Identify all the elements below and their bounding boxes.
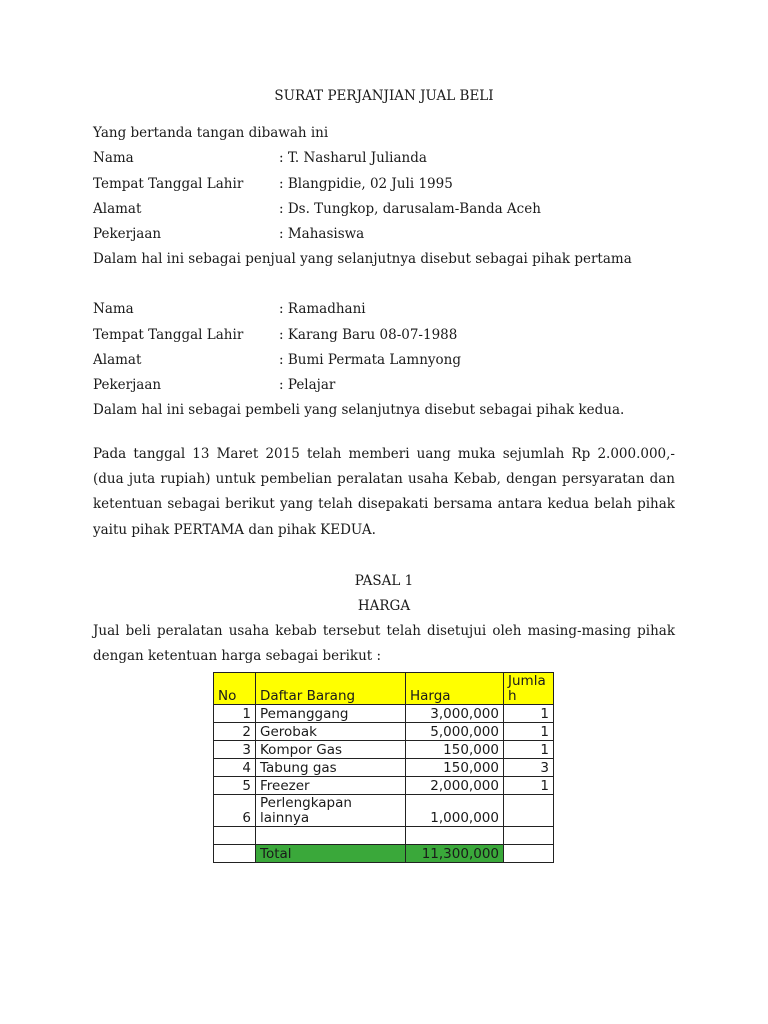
pasal-heading: HARGA: [357, 598, 411, 614]
table-header-row: [214, 673, 554, 705]
party2-birth-value: : Karang Baru 08-07-1988: [279, 327, 458, 343]
header-no: No: [214, 673, 256, 705]
party2-address-label: Alamat: [93, 352, 142, 368]
party2-birth-label: Tempat Tanggal Lahir: [93, 327, 244, 343]
party1-address-label: Alamat: [93, 201, 142, 217]
cell-no: 3: [214, 741, 256, 759]
cell-empty: [214, 827, 256, 845]
cell-no: 2: [214, 723, 256, 741]
cell-no: 1: [214, 705, 256, 723]
cell-item: Perlengkapan lainnya: [256, 795, 406, 827]
table-row: [214, 723, 554, 741]
table-row: [214, 705, 554, 723]
payment-paragraph: Pada tanggal 13 Maret 2015 telah memberi uang muka sejumlah Rp 2.000.000,- (dua juta rupiah) untuk pembelian peralatan usaha Kebab, dengan persyaratan dan ketentuan sebagai berikut yang telah disepakati bersama antara kedua belah pihak yaitu pihak PERTAMA dan pihak KEDUA.: [93, 446, 675, 538]
cell-qty: 3: [504, 759, 554, 777]
cell-empty: [406, 827, 504, 845]
party1-birth-label: Tempat Tanggal Lahir: [93, 176, 244, 192]
cell-item: Gerobak: [256, 723, 406, 741]
party1-birth-value: : Blangpidie, 02 Juli 1995: [279, 176, 453, 192]
cell-no: 4: [214, 759, 256, 777]
cell-no: 5: [214, 777, 256, 795]
cell-price: 1,000,000: [406, 795, 504, 827]
party2-address-value: : Bumi Permata Lamnyong: [279, 352, 461, 368]
document-title: SURAT PERJANJIAN JUAL BELI: [274, 88, 494, 104]
cell-qty: 1: [504, 705, 554, 723]
header-item: Daftar Barang: [256, 673, 406, 705]
cell-qty: [504, 795, 554, 827]
table-row: [214, 795, 554, 827]
party2-name-value: : Ramadhani: [279, 301, 366, 317]
pasal-text: Jual beli peralatan usaha kebab tersebut telah disetujui oleh masing-masing pihak dengan ketentuan harga sebagai berikut :: [93, 623, 675, 665]
header-qty: Jumlah: [504, 673, 554, 705]
party1-name-value: : T. Nasharul Julianda: [279, 150, 427, 166]
cell-qty: 1: [504, 741, 554, 759]
pasal-number: PASAL 1: [354, 573, 414, 589]
total-label: Total: [256, 845, 406, 863]
cell-price: 2,000,000: [406, 777, 504, 795]
table-row: [214, 777, 554, 795]
intro-text: Yang bertanda tangan dibawah ini: [93, 125, 329, 141]
party2-job-label: Pekerjaan: [93, 377, 162, 393]
cell-item: Pemanggang: [256, 705, 406, 723]
party2-role: Dalam hal ini sebagai pembeli yang selanjutnya disebut sebagai pihak kedua.: [93, 402, 625, 418]
total-value: 11,300,000: [406, 845, 504, 863]
table-total-row: [214, 845, 554, 863]
party1-job-value: : Mahasiswa: [279, 226, 365, 242]
cell-empty: [256, 827, 406, 845]
table-row: [214, 759, 554, 777]
cell-item: Tabung gas: [256, 759, 406, 777]
party2-job-value: : Pelajar: [279, 377, 336, 393]
table-row: [214, 741, 554, 759]
table-row-empty: [214, 827, 554, 845]
cell-qty: 1: [504, 723, 554, 741]
party1-role: Dalam hal ini sebagai penjual yang selanjutnya disebut sebagai pihak pertama: [93, 251, 632, 267]
cell-price: 3,000,000: [406, 705, 504, 723]
party2-name-label: Nama: [93, 301, 134, 317]
cell-item: Kompor Gas: [256, 741, 406, 759]
cell-item: Freezer: [256, 777, 406, 795]
cell-no: 6: [214, 795, 256, 827]
party1-name-label: Nama: [93, 150, 134, 166]
cell-price: 5,000,000: [406, 723, 504, 741]
cell-empty: [504, 827, 554, 845]
cell-price: 150,000: [406, 759, 504, 777]
party1-address-value: : Ds. Tungkop, darusalam-Banda Aceh: [279, 201, 541, 217]
party1-job-label: Pekerjaan: [93, 226, 162, 242]
header-price: Harga: [406, 673, 504, 705]
cell-qty: 1: [504, 777, 554, 795]
cell-empty: [504, 845, 554, 863]
price-table: [213, 672, 554, 863]
cell-empty: [214, 845, 256, 863]
cell-price: 150,000: [406, 741, 504, 759]
